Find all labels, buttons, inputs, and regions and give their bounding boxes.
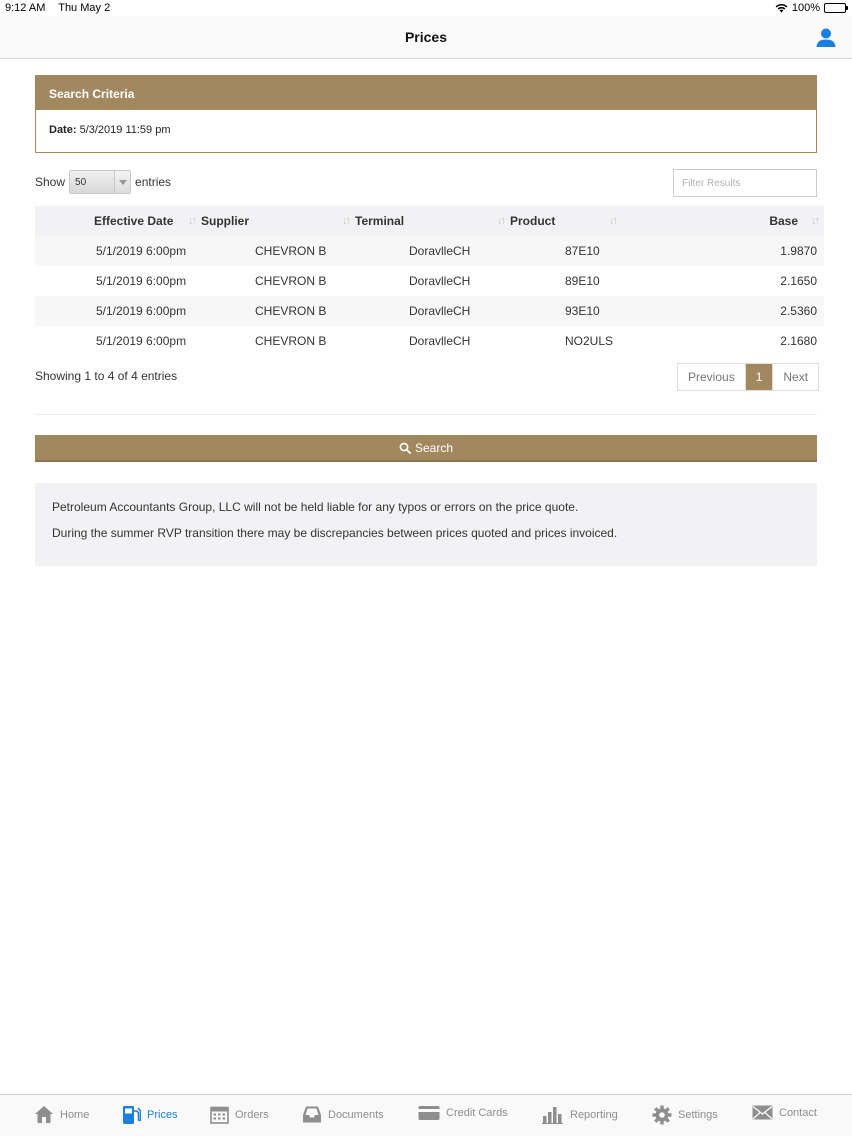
tab-documents[interactable]: Documents bbox=[302, 1105, 384, 1124]
disclaimer-box bbox=[35, 483, 817, 566]
status-bar bbox=[0, 0, 852, 16]
search-criteria-panel bbox=[35, 75, 817, 153]
next-page-button[interactable]: Next bbox=[772, 364, 818, 390]
table-header-row bbox=[35, 206, 824, 236]
chevron-down-icon bbox=[114, 171, 130, 193]
battery-percent: 100% bbox=[791, 2, 820, 14]
entries-per-page-select[interactable] bbox=[69, 170, 131, 194]
date-label: Date: bbox=[49, 124, 77, 136]
search-icon bbox=[399, 442, 411, 454]
column-header-product[interactable]: Product ↓↑ bbox=[510, 206, 656, 236]
sort-icon: ↓↑ bbox=[188, 215, 195, 227]
calendar-icon bbox=[210, 1105, 229, 1124]
search-button-label: Search bbox=[414, 440, 454, 455]
disclaimer-line-1: Petroleum Accountants Group, LLC will not be held liable for any typos or errors on the price quote. bbox=[52, 500, 579, 514]
previous-page-button[interactable]: Previous bbox=[678, 364, 746, 390]
search-button[interactable] bbox=[35, 435, 817, 462]
gear-icon bbox=[652, 1105, 672, 1125]
tab-credit-cards[interactable]: Credit Cards bbox=[418, 1105, 508, 1121]
sort-icon: ↓↑ bbox=[497, 215, 504, 227]
entries-selected-value: 50 bbox=[75, 177, 87, 188]
nav-bar bbox=[0, 16, 852, 59]
credit-card-icon bbox=[418, 1105, 440, 1121]
column-header-terminal[interactable]: Terminal ↓↑ bbox=[355, 206, 510, 236]
date-value: 5/3/2019 11:59 pm bbox=[79, 124, 171, 136]
show-label: Show bbox=[35, 175, 66, 189]
tab-settings[interactable]: Settings bbox=[652, 1105, 718, 1125]
show-entries-control bbox=[35, 169, 171, 195]
table-info: Showing 1 to 4 of 4 entries bbox=[35, 369, 178, 383]
status-time: 9:12 AM bbox=[5, 2, 46, 14]
table-row[interactable]: 5/1/2019 6:00pm CHEVRON B DoravlleCH NO2ULS 2.1680 bbox=[96, 334, 817, 348]
status-date: Thu May 2 bbox=[58, 2, 111, 14]
prices-table bbox=[35, 206, 824, 356]
divider bbox=[35, 414, 817, 415]
table-row[interactable]: 5/1/2019 6:00pm CHEVRON B DoravlleCH 89E10 2.1650 bbox=[96, 274, 817, 288]
pagination bbox=[677, 363, 819, 391]
page-title: Prices bbox=[404, 29, 448, 45]
search-criteria-header: Search Criteria bbox=[36, 76, 816, 110]
user-profile-icon[interactable] bbox=[815, 27, 837, 49]
tab-home[interactable]: Home bbox=[34, 1105, 89, 1124]
table-row[interactable]: 5/1/2019 6:00pm CHEVRON B DoravlleCH 93E10 2.5360 bbox=[35, 296, 824, 326]
column-header-base[interactable]: Base ↓↑ bbox=[656, 206, 824, 236]
tab-orders[interactable]: Orders bbox=[210, 1105, 269, 1124]
tab-contact[interactable]: Contact bbox=[752, 1105, 817, 1120]
wifi-icon bbox=[775, 3, 788, 13]
sort-icon: ↓↑ bbox=[811, 215, 818, 227]
tab-reporting[interactable]: Reporting bbox=[542, 1105, 618, 1124]
search-criteria-body bbox=[36, 110, 816, 150]
tab-prices[interactable]: Prices bbox=[122, 1105, 178, 1125]
fuel-pump-icon bbox=[122, 1105, 141, 1125]
sort-icon: ↓↑ bbox=[342, 215, 349, 227]
sort-icon: ↓↑ bbox=[609, 215, 616, 227]
column-header-supplier[interactable]: Supplier ↓↑ bbox=[201, 206, 355, 236]
tab-bar bbox=[0, 1094, 852, 1136]
table-row[interactable]: 5/1/2019 6:00pm CHEVRON B DoravlleCH 87E10 1.9870 bbox=[35, 236, 824, 266]
inbox-icon bbox=[302, 1105, 322, 1124]
battery-icon bbox=[824, 3, 846, 13]
envelope-icon bbox=[752, 1105, 773, 1120]
disclaimer-line-2: During the summer RVP transition there may be discrepancies between prices quoted and prices invoiced. bbox=[52, 526, 618, 540]
filter-results-input[interactable] bbox=[673, 169, 817, 197]
page-1-button[interactable]: 1 bbox=[746, 364, 773, 390]
column-header-effective-date[interactable]: Effective Date ↓↑ bbox=[35, 206, 201, 236]
entries-suffix: entries bbox=[135, 175, 172, 189]
bar-chart-icon bbox=[542, 1105, 564, 1124]
home-icon bbox=[34, 1105, 54, 1124]
